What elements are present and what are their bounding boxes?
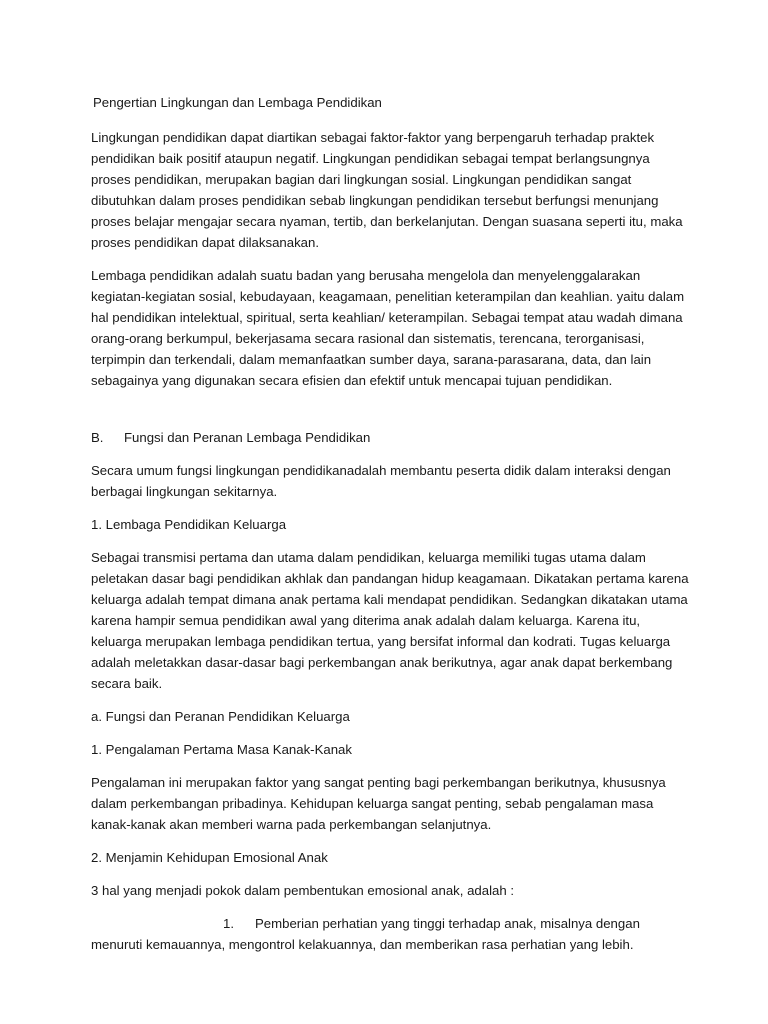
- list-item: [91, 913, 691, 955]
- heading-lembaga-keluarga: 1. Lembaga Pendidikan Keluarga: [91, 517, 287, 532]
- section-b-label: B.: [91, 430, 104, 445]
- document-title: Pengertian Lingkungan dan Lembaga Pendidikan: [93, 95, 382, 110]
- heading-fungsi-keluarga: a. Fungsi dan Peranan Pendidikan Keluarga: [91, 709, 350, 724]
- heading-kehidupan-emosional: 2. Menjamin Kehidupan Emosional Anak: [91, 850, 328, 865]
- paragraph-tiga-hal: 3 hal yang menjadi pokok dalam pembentukan emosional anak, adalah :: [91, 883, 515, 898]
- section-b-title: Fungsi dan Peranan Lembaga Pendidikan: [124, 430, 371, 445]
- paragraph-pengalaman: Pengalaman ini merupakan faktor yang sangat penting bagi perkembangan berikutnya, khususnya dalam perkembangan pribadinya. Kehidupan keluarga sangat penting, sebab pengalaman masa kanak-kanak akan memberi warna pada perkembangan selanjutnya.: [91, 775, 666, 832]
- paragraph-keluarga: Sebagai transmisi pertama dan utama dalam pendidikan, keluarga memiliki tugas utama dalam peletakan dasar bagi pendidikan akhlak dan pandangan hidup keagamaan. Dikatakan pertama karena keluarga adalah tempat dimana anak pertama kali mendapat pendidikan. Sedangkan dikatakan utama karena hampir semua pendidikan awal yang diterima anak adalah dalam keluarga. Karena itu, keluarga merupakan lembaga pendidikan tertua, yang bersifat informal dan kodrati. Tugas keluarga adalah meletakkan dasar-dasar bagi perkembangan anak berikutnya, agar anak dapat berkembang secara baik.: [91, 550, 689, 691]
- paragraph-fungsi-umum: Secara umum fungsi lingkungan pendidikanadalah membantu peserta didik dalam interaksi dengan berbagai lingkungan sekitarnya.: [91, 463, 671, 499]
- paragraph-lembaga: Lembaga pendidikan adalah suatu badan yang berusaha mengelola dan menyelenggalarakan kegiatan-kegiatan sosial, kebudayaan, keagamaan, penelitian keterampilan dan keahlian. yaitu dalam hal pendidikan intelektual, spiritual, serta keahlian/ keterampilan. Sebagai tempat atau wadah dimana orang-orang berkumpul, bekerjasama secara rasional dan sistematis, terencana, terorganisasi, terpimpin dan terkendali, dalam memanfaatkan sumber daya, sarana-parasarana, data, dan lain sebagainya yang digunakan secara efisien dan efektif untuk mencapai tujuan pendidikan.: [91, 268, 685, 388]
- paragraph-lingkungan: Lingkungan pendidikan dapat diartikan sebagai faktor-faktor yang berpengaruh terhadap praktek pendidikan baik positif ataupun negatif. Lingkungan pendidikan sebagai tempat berlangsungnya proses pendidikan, merupakan bagian dari lingkungan sosial. Lingkungan pendidikan sangat dibutuhkan dalam proses pendidikan sebab lingkungan pendidikan tersebut berfungsi menunjang proses belajar mengajar secara nyaman, tertib, dan berkelanjutan. Dengan suasana seperti itu, maka proses pendidikan dapat dilaksanakan.: [91, 130, 683, 250]
- document-body: [91, 92, 691, 967]
- list-item-number: 1.: [223, 916, 234, 931]
- section-b-heading: [91, 427, 691, 448]
- heading-pengalaman-pertama: 1. Pengalaman Pertama Masa Kanak-Kanak: [91, 742, 352, 757]
- list-item-text: Pemberian perhatian yang tinggi terhadap anak, misalnya dengan menuruti kemauannya, mengontrol kelakuannya, dan memberikan rasa perhatian yang lebih.: [91, 916, 640, 952]
